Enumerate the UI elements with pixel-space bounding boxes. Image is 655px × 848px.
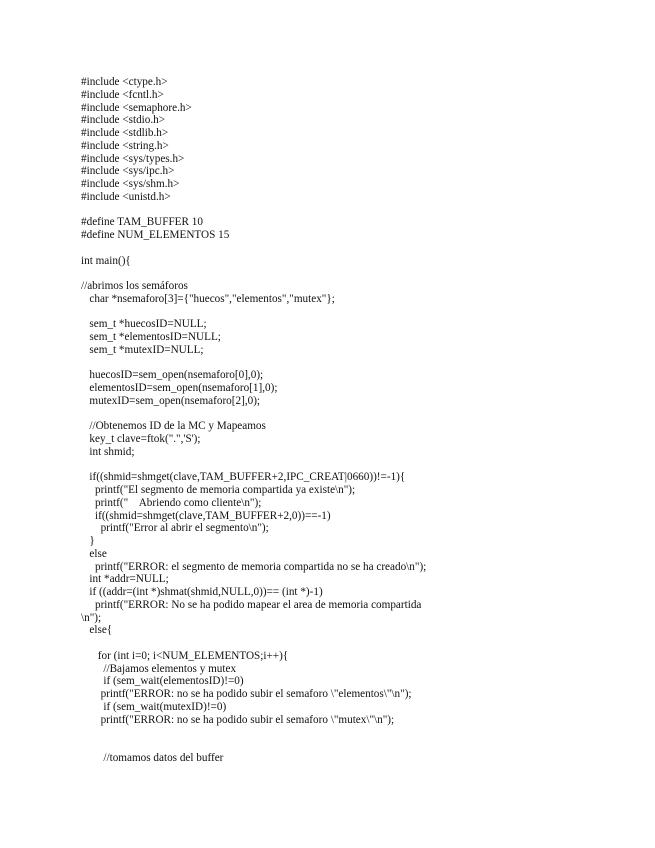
code-line [81,408,641,421]
code-line: int main(){ [81,254,131,267]
code-line: char *nsemaforo[3]={"huecos","elementos","mutex"}; [81,292,335,305]
code-line: if ((addr=(int *)shmat(shmid,NULL,0))== (int *)-1) [81,586,323,598]
code-line [81,459,641,472]
code-line: //Obtenemos ID de la MC y Mapeamos [81,420,266,433]
code-line: //abrimos los semáforos [81,280,188,292]
code-line: #define TAM_BUFFER 10 [81,216,203,229]
code-line: #include <sys/ipc.h> [81,165,175,178]
code-line [81,739,641,752]
code-listing [81,76,641,765]
code-line [81,357,641,370]
code-line: mutexID=sem_open(nsemaforo[2],0); [81,394,261,407]
code-line: printf("ERROR: no se ha podido subir el semaforo \"elementos\"\n"); [81,688,412,700]
code-line: #include <sys/shm.h> [81,178,180,190]
code-line: //Bajamos elementos y mutex [81,662,237,675]
code-line: } [81,535,95,547]
code-line: int shmid; [81,445,135,458]
code-line: if((shmid=shmget(clave,TAM_BUFFER+2,0))==-1) [81,509,331,522]
code-line: #include <fcntl.h> [81,88,164,101]
code-line: sem_t *huecosID=NULL; [81,318,207,331]
code-line: else{ [81,624,113,637]
code-line: #include <string.h> [81,139,169,152]
code-line: printf("El segmento de memoria compartida ya existe\n"); [81,484,356,496]
code-line [81,204,641,217]
code-line: if (sem_wait(elementosID)!=0) [81,675,244,688]
code-line [81,242,641,255]
code-line: #include <ctype.h> [81,76,168,88]
code-line [81,637,641,650]
code-line: if((shmid=shmget(clave,TAM_BUFFER+2,IPC_CREAT|0660))!=-1){ [81,471,406,484]
code-line: for (int i=0; i<NUM_ELEMENTOS;i++){ [81,649,289,662]
code-line: #define NUM_ELEMENTOS 15 [81,229,230,241]
code-line [81,267,641,280]
code-line: else [81,547,107,560]
code-line: printf(" Abriendo como cliente\n"); [81,496,262,509]
code-line: #include <sys/types.h> [81,152,185,165]
code-line: #include <stdlib.h> [81,127,169,139]
code-line: printf("ERROR: No se ha podido mapear el area de memoria compartida [81,598,422,611]
code-line: int *addr=NULL; [81,573,169,586]
code-line: key_t clave=ftok(".",'S'); [81,433,201,445]
code-line: huecosID=sem_open(nsemaforo[0],0); [81,369,264,382]
code-line: printf("ERROR: el segmento de memoria compartida no se ha creado\n"); [81,560,427,573]
code-line: #include <semaphore.h> [81,101,192,114]
code-line: sem_t *elementosID=NULL; [81,331,221,343]
code-line: \n"); [81,611,102,624]
code-line: if (sem_wait(mutexID)!=0) [81,700,227,713]
code-line: elementosID=sem_open(nsemaforo[1],0); [81,382,278,394]
code-line: #include <stdio.h> [81,114,166,127]
code-line: printf("Error al abrir el segmento\n"); [81,522,269,535]
code-line: #include <unistd.h> [81,190,171,203]
code-line: sem_t *mutexID=NULL; [81,343,204,356]
code-line: printf("ERROR: no se ha podido subir el semaforo \"mutex\"\n"); [81,713,395,726]
code-line [81,306,641,319]
code-line [81,726,641,739]
code-line: //tomamos datos del buffer [81,751,224,764]
